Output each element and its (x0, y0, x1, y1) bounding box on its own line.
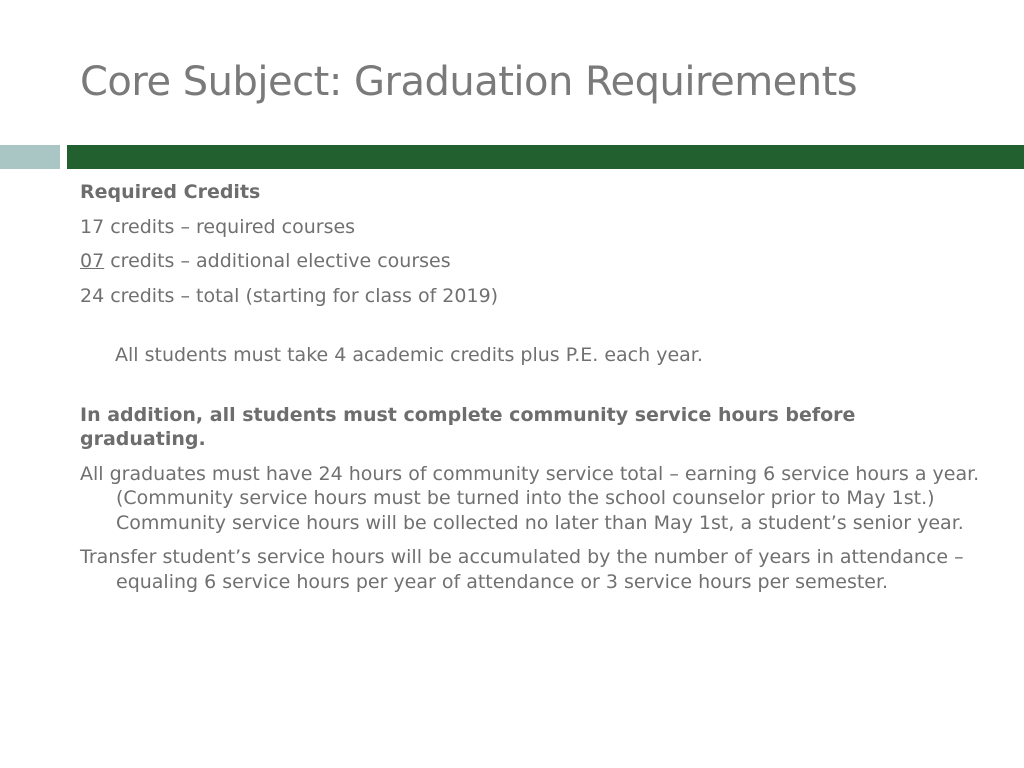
slide-content (80, 180, 980, 594)
community-service-heading: In addition, all students must complete community service hours before graduating. (80, 403, 856, 450)
transfer-student-paragraph: Transfer student’s service hours will be accumulated by the number of years in attendance – equaling 6 service hours per year of attendance or 3 service hours per semester. (80, 546, 964, 593)
accent-bar-left (0, 145, 60, 169)
academic-credits-note: All students must take 4 academic credits plus P.E. each year. (115, 344, 703, 366)
elective-credit-text: credits – additional elective courses (104, 250, 451, 272)
required-credits-heading: Required Credits (80, 181, 261, 203)
credits-elective-line (80, 239, 980, 274)
credits-required-line: 17 credits – required courses (80, 215, 356, 238)
slide-title: Core Subject: Graduation Requirements (80, 59, 858, 105)
elective-credit-number: 07 (80, 250, 105, 272)
credits-total-line: 24 credits – total (starting for class of 2019) (80, 284, 499, 307)
accent-bar-right (67, 145, 1024, 169)
community-service-paragraph: All graduates must have 24 hours of community service total – earning 6 service hours a year. (Community service hours must be turned into the school counselor prior to May 1st.) Community service hours will be collected no later than May 1st, a student’s senior year. (80, 462, 980, 534)
